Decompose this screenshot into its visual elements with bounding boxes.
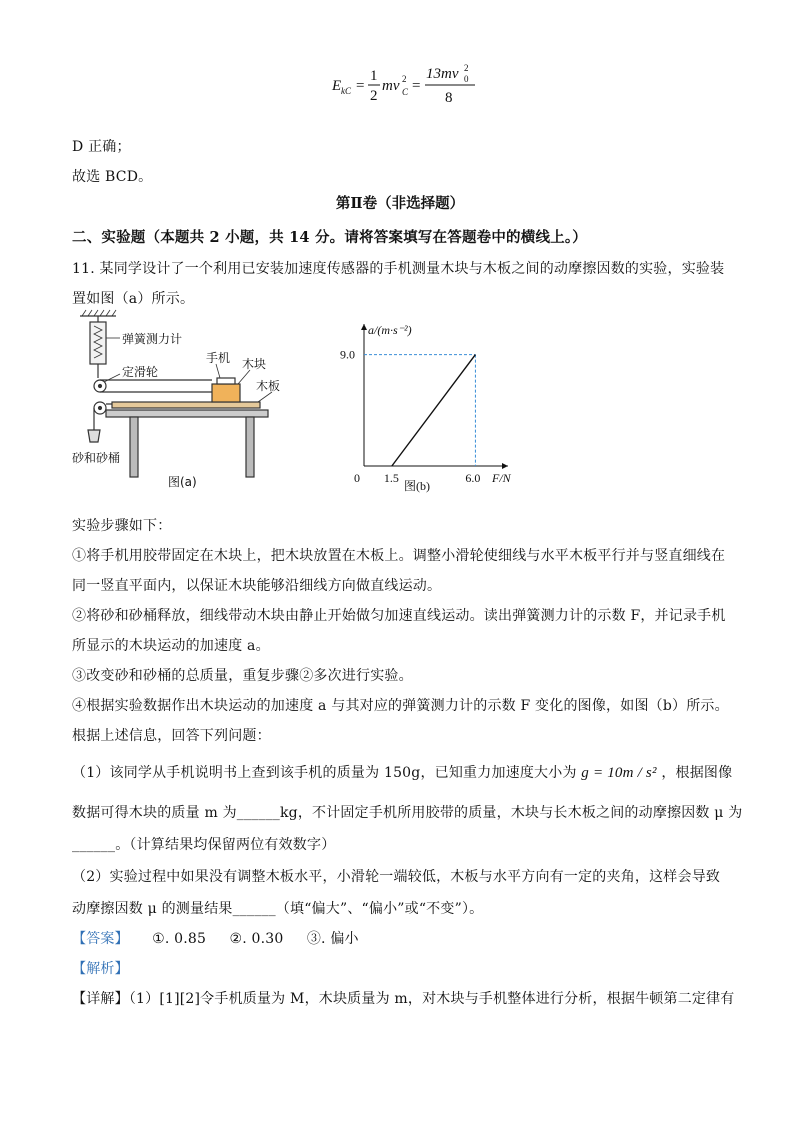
y-axis-arrow <box>361 324 367 330</box>
part-title: 二、实验题（本题共 2 小题，共 14 分。请将答案填写在答题卷中的横线上。） <box>72 229 588 246</box>
q2-line2: 动摩擦因数 μ 的测量结果______（填“偏大”、“偏小”或“不变”）。 <box>72 901 484 917</box>
block-label: 木块 <box>242 357 267 371</box>
bucket-label: 砂和砂桶 <box>72 451 121 465</box>
section-title: 第Ⅱ卷（非选择题） <box>335 195 465 212</box>
figure-b-caption: 图(b) <box>404 479 430 493</box>
step2-line2: 所显示的木块运动的加速度 a。 <box>72 638 270 654</box>
analysis-tag: 【解析】 <box>72 961 129 977</box>
answer-row <box>72 928 359 948</box>
x-tick-label: 6.0 <box>465 471 481 485</box>
q2-line1: （2）实验过程中如果没有调整木板水平，小滑轮一端较低，木板与水平方向有一定的夹角，这样会导致 <box>72 869 721 885</box>
formula-rhs-sub: 0 <box>464 74 469 84</box>
phone-label: 手机 <box>206 351 231 365</box>
formula-eq2: = <box>412 78 421 94</box>
board-shape <box>112 402 260 408</box>
figure-a-apparatus <box>72 308 282 496</box>
step1-line2: 同一竖直平面内，以保证木块能够沿细线方向做直线运动。 <box>72 578 442 594</box>
formula-rhs-num: 13mv <box>426 66 459 82</box>
formula-lhs-sub: kC <box>341 86 351 96</box>
spring-label: 弹簧测力计 <box>122 332 183 346</box>
formula-half-den: 2 <box>370 88 378 104</box>
q1-text-end: ，根据图像 <box>661 765 733 781</box>
step1-line1: ①将手机用胶带固定在木块上，把木块放置在木板上。调整小滑轮使细线与水平木板平行并与竖直细线在 <box>72 548 726 564</box>
answer-3: ③. 偏小 <box>306 931 359 947</box>
figure-a-caption: 图(a) <box>168 475 197 489</box>
y-tick-label: 9.0 <box>340 347 355 362</box>
formula-eq1: = <box>356 78 365 94</box>
choose-text: 故选 BCD。 <box>72 169 153 185</box>
formula-lhs: E <box>332 78 342 94</box>
q1-text: （1）该同学从手机说明书上查到该手机的质量为 150g，已知重力加速度大小为 <box>72 765 577 781</box>
y-axis-label: a/(m·s⁻²) <box>368 323 412 337</box>
q11-line1: 11. 某同学设计了一个利用已安装加速度传感器的手机测量木块与木板之间的动摩擦因数的实验，实验装 <box>72 261 725 277</box>
pulley-label: 定滑轮 <box>122 365 159 379</box>
detail-text: （1）[1][2]令手机质量为 M，木块质量为 m，对木块与手机整体进行分析，根据牛顿第二定律有 <box>128 991 735 1007</box>
phone-shape <box>217 378 235 384</box>
figure-b-chart <box>340 318 520 496</box>
formula-half-num: 1 <box>370 68 378 84</box>
q1-g-formula: g = 10m / s² <box>581 765 657 781</box>
answer-1: ①. 0.85 <box>152 931 207 947</box>
q11-line2: 置如图（a）所示。 <box>72 291 195 307</box>
step3: ③改变砂和砂桶的总质量，重复步骤②多次进行实验。 <box>72 668 413 684</box>
q1-line1 <box>72 762 732 782</box>
board-label: 木板 <box>256 379 281 393</box>
formula-mv-sup: 2 <box>402 74 407 84</box>
q1-line2: 数据可得木块的质量 m 为______kg，不计固定手机所用胶带的质量，木块与长木板之间的动摩擦因数 μ 为 <box>72 805 743 821</box>
answer-tag: 【答案】 <box>72 931 129 947</box>
answer-intro: 根据上述信息，回答下列问题： <box>72 728 271 744</box>
x-axis-label: F/N <box>492 471 511 485</box>
detail-row <box>72 988 735 1008</box>
kinetic-energy-formula <box>330 60 490 110</box>
bucket-shape <box>88 430 100 442</box>
x-axis-arrow <box>502 463 508 469</box>
d-correct-text: D 正确； <box>72 139 131 155</box>
step2-line1: ②将砂和砂桶释放，细线带动木块由静止开始做匀加速直线运动。读出弹簧测力计的示数 F，并记录手机 <box>72 608 726 624</box>
series-line <box>392 355 476 466</box>
formula-rhs-den: 8 <box>445 90 453 106</box>
block-shape <box>212 384 240 402</box>
q1-line3: ______。（计算结果均保留两位有效数字） <box>72 837 336 853</box>
detail-tag: 【详解】 <box>72 991 129 1007</box>
formula-mv: mv <box>382 78 400 94</box>
formula-mv-sub: C <box>402 87 409 97</box>
x-tick-label: 1.5 <box>383 471 399 485</box>
table-top <box>106 410 268 417</box>
formula-rhs-sup: 2 <box>464 63 469 73</box>
origin-label: 0 <box>354 471 360 485</box>
steps-intro: 实验步骤如下： <box>72 518 172 534</box>
answer-2: ②. 0.30 <box>229 931 284 947</box>
step4: ④根据实验数据作出木块运动的加速度 a 与其对应的弹簧测力计的示数 F 变化的图像，如图（b）所示。 <box>72 698 729 714</box>
